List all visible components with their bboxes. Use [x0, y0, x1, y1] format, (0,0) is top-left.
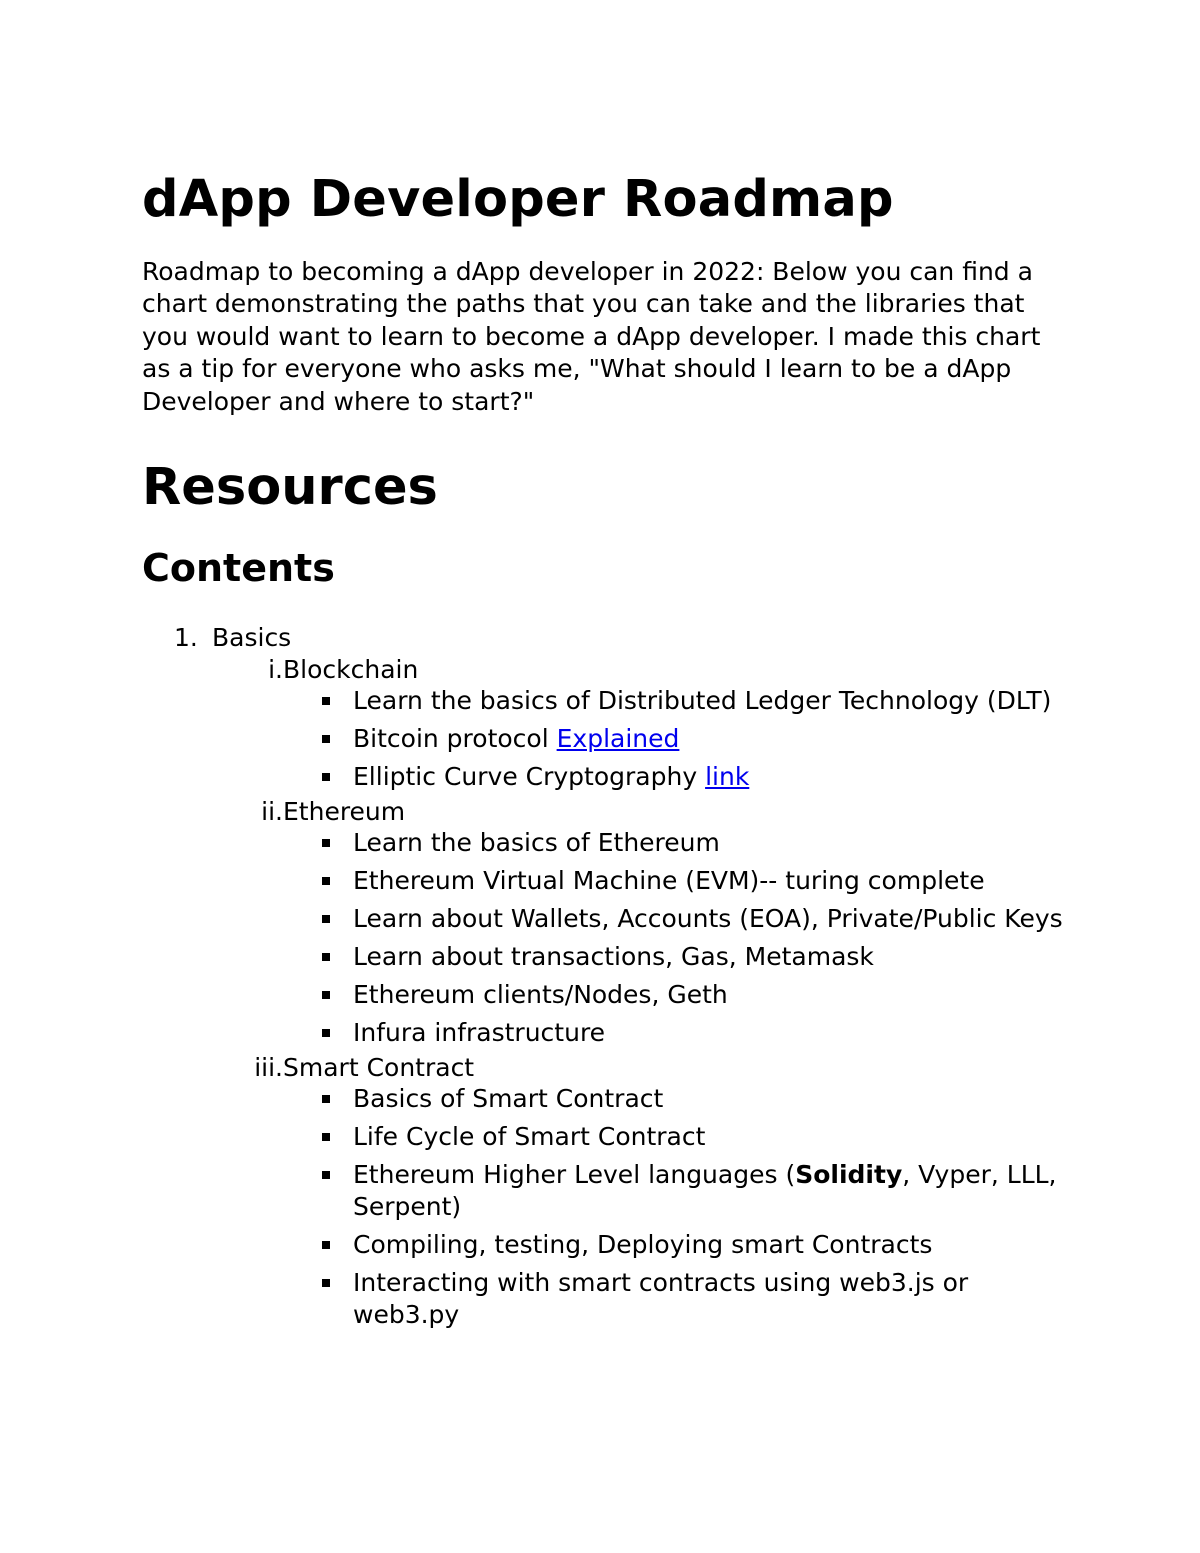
intro-paragraph: Roadmap to becoming a dApp developer in 2022: Below you can find a chart demonstrating the paths that you can take and the libraries that you would want to learn to become a dApp developer. I made this chart as a tip for everyone who asks me, "What should I learn to be a dApp Developer and where to start?": [142, 257, 1041, 416]
solidity-bold-text: Solidity: [795, 1160, 903, 1190]
list-item-label: Basics: [212, 623, 292, 653]
square-bullet-icon: [322, 1029, 330, 1037]
bullet-item: Compiling, testing, Deploying smart Contracts: [142, 1229, 1063, 1261]
section-ethereum: [142, 796, 1062, 1049]
list-item-label: Blockchain: [283, 655, 419, 685]
bullet-item: Learn about transactions, Gas, Metamask: [142, 941, 1063, 973]
sublist-item-blockchain: [142, 654, 1062, 685]
square-bullet-icon: [322, 1095, 330, 1103]
sublist-item-smart-contract: [142, 1052, 1062, 1083]
square-bullet-icon: [322, 953, 330, 961]
square-bullet-icon: [322, 991, 330, 999]
bullet-item: Ethereum Higher Level languages (Solidity, Vyper, LLL, Serpent): [142, 1159, 1063, 1223]
square-bullet-icon: [322, 1279, 330, 1287]
list-number: i.: [268, 655, 283, 685]
square-bullet-icon: [322, 877, 330, 885]
document-page: [142, 168, 1062, 1331]
contents-heading: Contents: [142, 546, 335, 591]
ecc-link[interactable]: link: [705, 762, 750, 792]
explained-link[interactable]: Explained: [556, 724, 680, 754]
list-item-label: Smart Contract: [283, 1053, 475, 1083]
contents-list: [142, 622, 1062, 1331]
sublist-item-ethereum: [142, 796, 1062, 827]
square-bullet-icon: [322, 697, 330, 705]
square-bullet-icon: [322, 773, 330, 781]
list-item-label: Ethereum: [283, 797, 406, 827]
document-title: dApp Developer Roadmap: [142, 170, 894, 229]
square-bullet-icon: [322, 1133, 330, 1141]
bullet-item: Elliptic Curve Cryptography link: [142, 761, 1063, 793]
square-bullet-icon: [322, 735, 330, 743]
bullet-item: Ethereum clients/Nodes, Geth: [142, 979, 1063, 1011]
square-bullet-icon: [322, 839, 330, 847]
bullet-item: Ethereum Virtual Machine (EVM)-- turing complete: [142, 865, 1063, 897]
bullet-list: [142, 827, 1062, 1049]
bullet-item: Interacting with smart contracts using web3.js or web3.py: [142, 1267, 1063, 1331]
bullet-item: Learn about Wallets, Accounts (EOA), Private/Public Keys: [142, 903, 1063, 935]
bullet-item: Learn the basics of Ethereum: [142, 827, 1063, 859]
bullet-item: Infura infrastructure: [142, 1017, 1063, 1049]
square-bullet-icon: [322, 1241, 330, 1249]
bullet-item: Learn the basics of Distributed Ledger Technology (DLT): [142, 685, 1063, 717]
square-bullet-icon: [322, 915, 330, 923]
list-number: 1.: [174, 623, 198, 653]
section-smart-contract: [142, 1052, 1062, 1331]
bullet-list: [142, 685, 1062, 793]
resources-heading: Resources: [142, 458, 438, 518]
bullet-list: [142, 1083, 1062, 1331]
list-number: ii.: [261, 797, 283, 827]
bullet-item: Bitcoin protocol Explained: [142, 723, 1063, 755]
list-number: iii.: [254, 1053, 283, 1083]
bullet-item: Basics of Smart Contract: [142, 1083, 1063, 1115]
bullet-item: Life Cycle of Smart Contract: [142, 1121, 1063, 1153]
list-item-basics: [142, 622, 1062, 654]
square-bullet-icon: [322, 1171, 330, 1179]
section-blockchain: [142, 654, 1062, 793]
